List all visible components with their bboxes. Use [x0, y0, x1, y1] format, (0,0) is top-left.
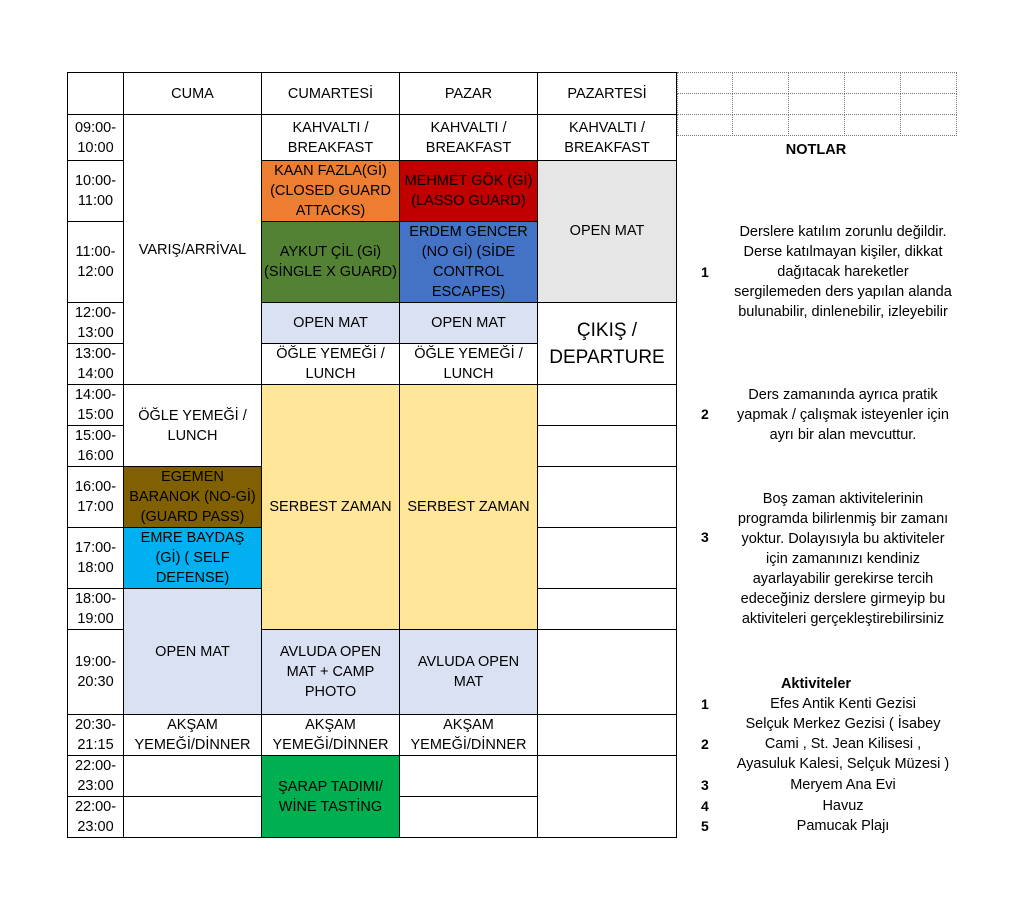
cuma-lunch: ÖĞLE YEMEĞİ / LUNCH	[123, 384, 262, 467]
grid-cell	[900, 114, 957, 136]
pazar-breakfast: KAHVALTI / BREAKFAST	[399, 114, 538, 161]
time-slot: 14:00- 15:00	[67, 384, 124, 426]
cumartesi-free-time: SERBEST ZAMAN	[261, 384, 400, 630]
grid-cell	[677, 72, 733, 94]
day-header-cumartesi: CUMARTESİ	[261, 72, 400, 115]
pazar-mehmet-class: MEHMET GÖK (Gİ) (LASSO GUARD)	[399, 160, 538, 222]
pazar-avlu-open-mat: AVLUDA OPEN MAT	[399, 629, 538, 715]
pazartesi-open-mat: OPEN MAT	[537, 160, 677, 303]
activity-number: 5	[701, 818, 709, 834]
cuma-dinner: AKŞAM YEMEĞİ/DİNNER	[123, 714, 262, 756]
activity-text: Efes Antik Kenti Gezisi	[770, 696, 916, 712]
cumartesi-lunch: ÖĞLE YEMEĞİ / LUNCH	[261, 343, 400, 385]
time-slot: 11:00- 12:00	[67, 221, 124, 303]
grid-cell	[677, 93, 733, 115]
note-number: 3	[701, 529, 709, 545]
cumartesi-breakfast: KAHVALTI / BREAKFAST	[261, 114, 400, 161]
activity-number: 1	[701, 696, 709, 712]
activity-number: 3	[701, 777, 709, 793]
grid-cell	[900, 72, 957, 94]
time-slot: 18:00- 19:00	[67, 588, 124, 630]
pazartesi-empty	[537, 384, 677, 426]
notes-title: NOTLAR	[785, 142, 847, 158]
cumartesi-open-mat: OPEN MAT	[261, 302, 400, 344]
grid-cell	[732, 93, 789, 115]
cuma-arrival: VARIŞ/ARRİVAL	[123, 114, 262, 385]
cumartesi-avlu-open-mat: AVLUDA OPEN MAT + CAMP PHOTO	[261, 629, 400, 715]
grid-cell	[732, 72, 789, 94]
cumartesi-dinner: AKŞAM YEMEĞİ/DİNNER	[261, 714, 400, 756]
activity-number: 4	[701, 798, 709, 814]
pazartesi-empty	[537, 527, 677, 589]
pazar-empty	[399, 796, 538, 838]
pazartesi-empty	[537, 425, 677, 467]
note-number: 2	[701, 406, 709, 422]
header-corner	[67, 72, 124, 115]
activity-text: Selçuk Merkez Gezisi ( İsabey Cami , St. Jean Kilisesi , Ayasuluk Kalesi, Selçuk Müzesi )	[736, 716, 950, 772]
grid-cell	[844, 72, 901, 94]
activities-title: Aktiviteler	[780, 676, 852, 692]
time-slot: 20:30- 21:15	[67, 714, 124, 756]
grid-cell	[844, 114, 901, 136]
cuma-open-mat: OPEN MAT	[123, 588, 262, 715]
time-slot: 22:00- 23:00	[67, 796, 124, 838]
grid-cell	[788, 72, 845, 94]
pazar-erdem-class: ERDEM GENCER (NO Gİ) (SİDE CONTROL ESCAPES)	[399, 221, 538, 303]
time-slot: 19:00- 20:30	[67, 629, 124, 715]
pazartesi-empty	[537, 466, 677, 528]
time-slot: 13:00- 14:00	[67, 343, 124, 385]
grid-cell	[844, 93, 901, 115]
cumartesi-kaan-class: KAAN FAZLA(Gİ) (CLOSED GUARD ATTACKS)	[261, 160, 400, 222]
note-text: Ders zamanında ayrıca pratik yapmak / çalışmak isteyenler için ayrı bir alan mevcuttur.	[737, 387, 949, 443]
pazar-empty	[399, 755, 538, 797]
time-slot: 22:00- 23:00	[67, 755, 124, 797]
note-text: Boş zaman aktivitelerinin programda bilirlenmiş bir zamanı yoktur. Dolayısıyla bu aktiviteler için zamanınızı kendiniz ayarlayabilir gerekirse tercih edeceğiniz derslere girmeyip bu aktiviteleri gerçekleştirebilirsiniz	[737, 491, 949, 627]
note-text: Derslere katılım zorunlu değildir. Derse katılmayan kişiler, dikkat dağıtacak hareketler sergilemeden ders yapılan alanda bulunabilir, dinlenebilir, izleyebilir	[734, 224, 952, 320]
cuma-egemen-class: EGEMEN BARANOK (NO-Gİ) (GUARD PASS)	[123, 466, 262, 528]
pazartesi-empty	[537, 755, 677, 838]
pazartesi-empty	[537, 714, 677, 756]
time-slot: 12:00- 13:00	[67, 302, 124, 344]
pazar-dinner: AKŞAM YEMEĞİ/DİNNER	[399, 714, 538, 756]
day-header-cuma: CUMA	[123, 72, 262, 115]
activity-text: Meryem Ana Evi	[790, 777, 896, 793]
cuma-emre-class: EMRE BAYDAŞ (Gİ) ( SELF DEFENSE)	[123, 527, 262, 589]
time-slot: 16:00- 17:00	[67, 466, 124, 528]
grid-cell	[788, 114, 845, 136]
day-header-pazar: PAZAR	[399, 72, 538, 115]
pazartesi-empty	[537, 629, 677, 715]
cumartesi-wine-tasting: ŞARAP TADIMI/ WİNE TASTİNG	[261, 755, 400, 838]
cuma-empty	[123, 796, 262, 838]
time-slot: 15:00- 16:00	[67, 425, 124, 467]
activity-text: Havuz	[822, 798, 864, 814]
pazar-free-time: SERBEST ZAMAN	[399, 384, 538, 630]
grid-cell	[788, 93, 845, 115]
activity-number: 2	[701, 736, 709, 752]
cumartesi-aykut-class: AYKUT ÇİL (Gi) (SİNGLE X GUARD)	[261, 221, 400, 303]
grid-cell	[732, 114, 789, 136]
cuma-empty	[123, 755, 262, 797]
grid-cell	[677, 114, 733, 136]
activity-text: Pamucak Plajı	[796, 818, 890, 834]
pazar-open-mat: OPEN MAT	[399, 302, 538, 344]
grid-cell	[900, 93, 957, 115]
time-slot: 09:00- 10:00	[67, 114, 124, 161]
time-slot: 10:00- 11:00	[67, 160, 124, 222]
pazar-lunch: ÖĞLE YEMEĞİ / LUNCH	[399, 343, 538, 385]
pazartesi-empty	[537, 588, 677, 630]
pazartesi-breakfast: KAHVALTI / BREAKFAST	[537, 114, 677, 161]
day-header-pazartesi: PAZARTESİ	[537, 72, 677, 115]
time-slot: 17:00- 18:00	[67, 527, 124, 589]
pazartesi-departure: ÇIKIŞ / DEPARTURE	[537, 302, 677, 385]
note-number: 1	[701, 264, 709, 280]
